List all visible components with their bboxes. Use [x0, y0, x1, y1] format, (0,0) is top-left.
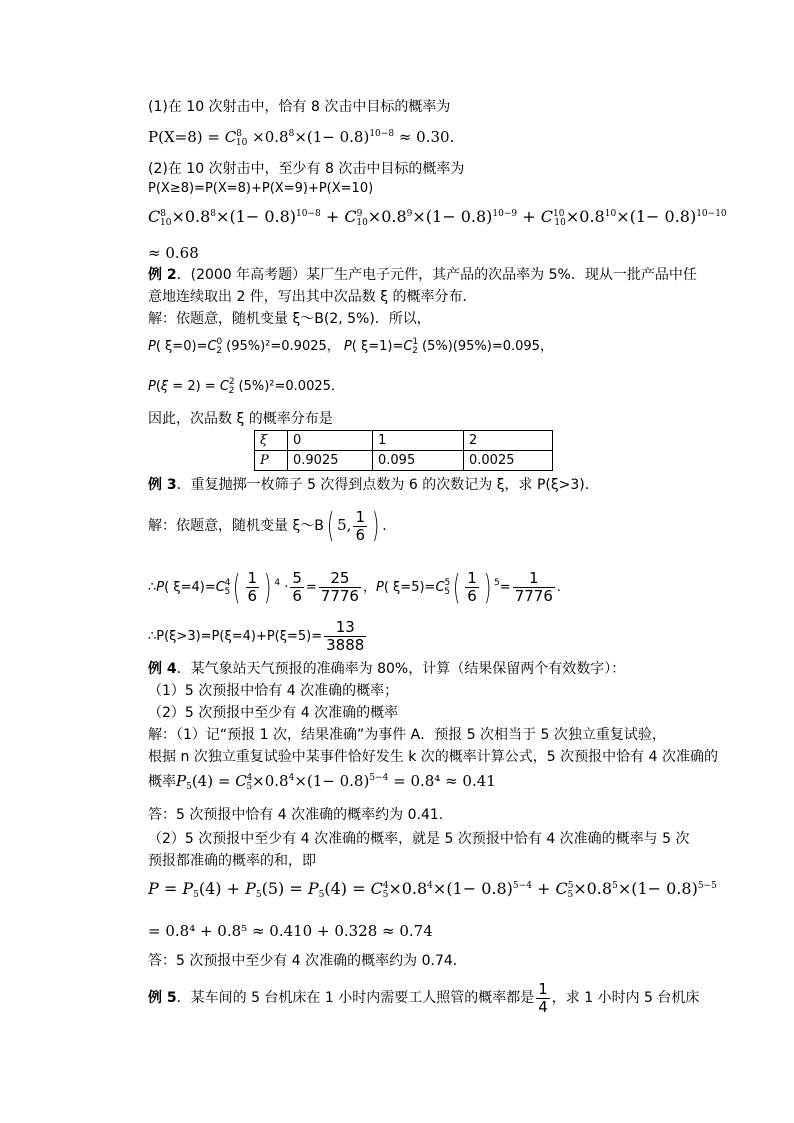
- ex4-sol-2: 根据 n 次独立重复试验中某事件恰好发生 k 次的概率计算公式，5 次预报中恰有 4 次准确的: [148, 749, 718, 765]
- ex4-title: 例 4: [148, 661, 177, 677]
- ex2-dist-intro: 因此，次品数 ξ 的概率分布是: [148, 411, 333, 427]
- ex3-title: 例 3: [148, 477, 177, 493]
- ex3-text: ．重复抛掷一枚筛子 5 次得到点数为 6 的次数记为 ξ，求 P(ξ>3)．: [176, 477, 599, 493]
- ex3-line: [148, 476, 599, 494]
- ex3-sum: [148, 617, 368, 657]
- ex3-frac-25-7776: [319, 570, 361, 605]
- ex2-p0-p1: P( $\xi=0)=C^0_2$ (95%)²=0.9025， P( $\xi=1)=C^1_2$ (5%)(95%)=0.095，: [148, 337, 553, 356]
- frac-den: 4: [538, 997, 548, 1016]
- frac-den: 7776: [514, 587, 553, 605]
- ex5-text-a: ．某车间的 5 台机床在 1 小时内需要工人照管的概率都是: [176, 990, 535, 1006]
- ex4-answer-2: 答：5 次预报中至少有 4 次准确的概率约为 0.74．: [148, 953, 467, 969]
- ex2-line1: [148, 266, 697, 284]
- ex2-p1: (5%)(95%)=0.095，: [422, 339, 553, 354]
- table-cell: 0.0025: [464, 451, 553, 471]
- ex2-p2: $P(\xi = 2) = C^2_2$ (5%)²=0.0025．: [148, 377, 344, 396]
- table-cell: 1: [373, 431, 464, 451]
- ex4-sol-3: 概率$P_5(4) = C^4_5\times 0.8^4\times(1- 0.8)^{5-4} = 0.8^4 \approx 0.41$: [148, 772, 496, 792]
- ex5-title: 例 5: [148, 990, 177, 1006]
- ex3-solution: 解：依题意，随机变量 ξ～B( 5, $\frac{1}{6}$ ) .: [148, 506, 387, 546]
- table-row: [255, 451, 553, 471]
- ex4-p2-line1: （2）5 次预报中至少有 4 次准确的概率，就是 5 次预报中恰有 4 次准确的概率与 5 次: [148, 831, 690, 847]
- ex3-frac-1-7776: [513, 570, 555, 605]
- ex3-frac-13-3888: [324, 619, 366, 654]
- table-cell: 2: [464, 431, 553, 451]
- table-row: [255, 431, 553, 451]
- ex5-line: [148, 978, 699, 1018]
- ex4-line: [148, 660, 625, 678]
- p2-expand: P(X≥8)=P(X=8)+P(X=9)+P(X=10): [148, 181, 374, 196]
- ex2-p0: (95%)²=0.9025，: [226, 339, 340, 354]
- p2-label: (2)在 10 次射击中，至少有 8 次击中目标的概率为: [148, 161, 465, 177]
- ex2-text1: ．(2000 年高考题）某厂生产电子元件，其产品的次品率为 5%．现从一批产品中任: [176, 267, 697, 283]
- frac-num: 1: [513, 570, 555, 588]
- ex2-title: 例 2: [148, 267, 177, 283]
- frac-num: 1: [538, 979, 548, 998]
- ex4-sol-1: 解：（1）记“预报 1 次，结果准确”为事件 A．预报 5 次相当于 5 次独立重复试验，: [148, 727, 666, 743]
- table-cell: 0.9025: [288, 451, 373, 471]
- ex4-q2: （2）5 次预报中至少有 4 次准确的概率: [148, 705, 399, 721]
- ex4-p2-line2: 预报都准确的概率的和，即: [148, 853, 316, 869]
- frac-num: 13: [324, 619, 366, 637]
- ex3-sol-text: 解：依题意，随机变量 ξ～B: [148, 518, 324, 534]
- ex4-answer-1: 答：5 次预报中恰有 4 次准确的概率约为 0.41.: [148, 807, 444, 823]
- ex3-frac-1-6: $\frac{1}{6}$: [355, 507, 365, 544]
- ex3-p4-p5: ∴P( $\xi=4)=C^4_5$( $\frac{1}{6}$ ) $^4$ · $\frac{5}{6}$ = $\frac{25}{7776}$ ，P( $\xi=5)=C^5_5$( $\frac{1}{6}$ ) $^5$= $\frac{1}{7776}$ .: [148, 567, 562, 608]
- ex4-p2-result: = 0.8⁴ + 0.8⁵ ≈ 0.410 + 0.328 ≈ 0.74: [148, 922, 433, 940]
- table-cell: P: [255, 451, 288, 471]
- distribution-table: [254, 430, 553, 471]
- p1-result: ≈ 0.30: [398, 128, 450, 146]
- ex2-p2-value: (5%)²=0.0025．: [238, 379, 344, 394]
- ex4-formula: $P = P_5(4) + P_5(5) = P_5(4) = C^4_5\times 0.8^4\times(1- 0.8)^{5-4} + C^5_5\times 0.8^5\times(1- 0.8)^{5-5}$: [148, 879, 717, 900]
- ex5-frac-1-4: [536, 981, 550, 1016]
- ex4-sol3-result: = 0.8⁴ ≈ 0.41: [393, 772, 496, 790]
- p1-label: (1)在 10 次射击中，恰有 8 次击中目标的概率为: [148, 99, 451, 115]
- table-cell: ξ: [255, 431, 288, 451]
- ex5-text-b: ，求 1 小时内 5 台机床: [551, 990, 700, 1006]
- ex2-solution: 解：依题意，随机变量 ξ～B(2, 5%)．所以，: [148, 311, 431, 327]
- ex4-sol3-prefix: 概率: [148, 774, 176, 790]
- p1-lhs: P(X=8): [148, 128, 203, 146]
- frac-den: 3888: [326, 636, 365, 654]
- p2-formula: $C^8_{10}\times 0.8^8\times(1- 0.8)^{10-8} + C^9_{10}\times 0.8^9\times(1- 0.8)^{10-9} + C^{10}_{10}\times 0.8^{10}\times(1- 0.8)^{10-10}$: [148, 207, 727, 228]
- p2-result: ≈ 0.68: [148, 244, 199, 262]
- table-cell: 0: [288, 431, 373, 451]
- frac-num: 25: [319, 570, 361, 588]
- ex2-line2: 意地连续取出 2 件，写出其中次品数 ξ 的概率分布．: [148, 289, 477, 305]
- ex4-text: ．某气象站天气预报的准确率为 80%，计算（结果保留两个有效数字）：: [176, 661, 626, 677]
- ex3-sum-text: ∴P(ξ>3)=P(ξ=4)+P(ξ=5)=: [148, 629, 323, 644]
- ex4-q1: （1）5 次预报中恰有 4 次准确的概率；: [148, 683, 399, 699]
- frac-den: 7776: [320, 587, 359, 605]
- p1-formula: $P(X=8) = C^8_{10} \times 0.8^8\times(1- 0.8)^{10-8} \approx 0.30$.: [148, 128, 455, 148]
- table-cell: 0.095: [373, 451, 464, 471]
